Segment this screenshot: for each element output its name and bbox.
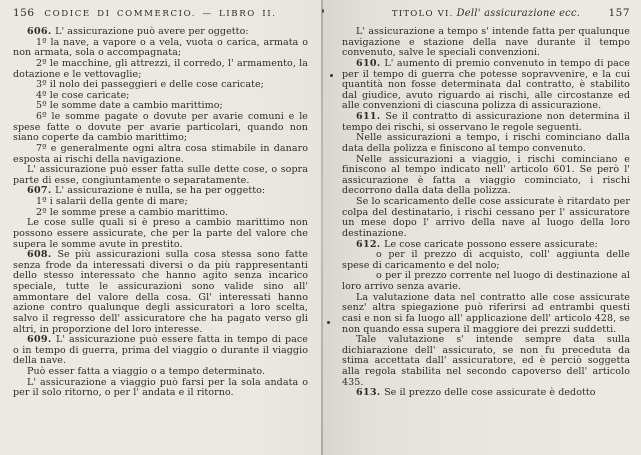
scan-speck [330, 74, 333, 77]
running-title-left: CODICE DI COMMERCIO. — LIBRO II. [44, 9, 277, 19]
paragraph: 5º le somme date a cambio marittimo; [36, 100, 223, 112]
paragraph: L' assicurazione può esser fatta sulle dette cose, o sopra parte di esse, congiuntamente o separatamente. [13, 164, 308, 186]
article-number: 612. [356, 238, 385, 250]
article-number: 613. [356, 387, 385, 399]
paragraph: 613. Se il prezzo delle cose assicurate è dedotto [356, 387, 596, 399]
paragraph: 612. Le cose caricate possono essere assicurate: [356, 238, 598, 250]
paragraph: Nelle assicurazioni a tempo, i rischi cominciano dalla data della polizza e finiscono al tempo convenuto. [342, 132, 630, 154]
paragraph: 607. L' assicurazione è nulla, se ha per oggetto: [27, 185, 266, 197]
page-number-right: 157 [608, 7, 630, 19]
running-title-right-italic: Dell' assicurazione ecc. [456, 8, 581, 19]
paragraph: 7º e generalmente ogni altra cosa stimabile in danaro esposta ai rischi della navigazione. [13, 142, 308, 165]
paragraph: L' assicurazione a viaggio può farsi per la sola andata o per il solo ritorno, o per l' andata e il ritorno. [13, 376, 308, 399]
paragraph: Nelle assicurazioni a viaggio, i rischi cominciano e finiscono al tempo indicato nell' articolo 601. Se però l' assicurazione è fatta a viaggio cominciato, i rischi decorrono dalla data della polizza. [342, 153, 630, 197]
page-number-left: 156 [13, 7, 35, 19]
page-right [323, 0, 641, 455]
running-head-right [342, 7, 630, 20]
paragraph: 1º la nave, a vapore o a vela, vuota o carica, armata o non armata, sola o accompagnata; [13, 36, 308, 59]
article-number: 610. [356, 57, 385, 69]
paragraph: 3º il nolo dei passeggieri e delle cose caricate; [36, 79, 264, 91]
paragraph: Tale valutazione s' intende sempre data sulla dichiarazione dell' assicurato, se non fu preceduta da stima accettata dall' assicuratore, ed è perciò soggetta alla regola stabilita nel secondo capoverso dell' articolo 435. [342, 334, 630, 388]
paragraph: 1º i salarii della gente di mare; [36, 196, 188, 207]
paragraph: 606. L' assicurazione può avere per oggetto: [27, 26, 249, 37]
article-number: 607. [27, 185, 56, 197]
page-body-right [342, 27, 630, 399]
page-body-left [13, 27, 308, 399]
paragraph: La valutazione data nel contratto alle cose assicurate senz' altra spiegazione può riferirsi ad entrambi questi casi e non si fa luogo all' applicazione dell' articolo 428, se non quando essa supera il maggiore dei prezzi suddetti. [342, 291, 630, 335]
paragraph: Può esser fatta a viaggio o a tempo determinato. [27, 366, 266, 377]
paragraph: 609. L' assicurazione può essere fatta in tempo di pace o in tempo di guerra, prima del viaggio o durante il viaggio della nave. [13, 334, 309, 367]
paragraph: o per il prezzo di acquisto, coll' aggiunta delle spese di caricamento e del nolo; [342, 249, 630, 271]
paragraph: 611. Se il contratto di assicurazione non determina il tempo dei rischi, si osservano le regole seguenti. [342, 111, 631, 133]
running-title-right-smallcaps: TITOLO VI. [391, 9, 454, 19]
article-number: 606. [27, 26, 56, 37]
paragraph: 2º le macchine, gli attrezzi, il corredo, l' armamento, la dotazione e le vettovaglie; [13, 57, 308, 80]
paragraph: Se lo scaricamento delle cose assicurate è ritardato per colpa del destinatario, i rischi cessano per l' assicuratore un mese dopo l' arrivo della nave al luogo della loro destinazione. [342, 196, 630, 239]
scan-speck [327, 321, 330, 324]
article-number: 608. [27, 249, 58, 261]
article-number: 609. [27, 334, 56, 346]
paragraph: L' assicurazione a tempo s' intende fatta per qualunque navigazione e stazione della nave durante il tempo convenuto, salve le speciali convenzioni. [342, 26, 630, 59]
article-number: 611. [356, 111, 386, 122]
paragraph: 2º le somme prese a cambio marittimo. [36, 206, 229, 218]
running-head-left [13, 7, 308, 20]
paragraph: 608. Se più assicurazioni sulla cosa stessa sono fatte senza frode da interessati diversi o da più rappresentanti dello stesso interessato che hanno agito senza incarico speciale, tutte le assicurazioni sono valide sino all' ammontare del valore della cosa. Gl' interessati hanno azione contro qualunque degli assicuratori a loro scelta, salvo il regresso dell' assicuratore che ha pagato verso gli altri, in proporzione del loro interesse. [13, 249, 308, 335]
paragraph: Le cose sulle quali si è preso a cambio marittimo non possono essere assicurate, che per la parte del valore che supera le somme avute in prestito. [13, 217, 308, 250]
running-title-right [376, 8, 596, 20]
paragraph: 6º le somme pagate o dovute per avarie comuni e le spese fatte o dovute per avarie particolari, quando non siano coperte da cambio marittimo; [13, 111, 308, 144]
scan-speck [322, 9, 324, 13]
paragraph: 610. L' aumento di premio convenuto in tempo di pace per il tempo di guerra che potesse sopravvenire, e la cui quantità non fosse determinata dal contratto, è stabilito dal giudice, avuto riguardo ai rischi, alle circostanze ed alle convenzioni di ciascuna polizza di assicurazione. [342, 57, 630, 112]
paragraph: 4º le cose caricate; [36, 89, 130, 101]
paragraph: o per il prezzo corrente nel luogo di destinazione al loro arrivo senza avarie. [342, 270, 630, 292]
